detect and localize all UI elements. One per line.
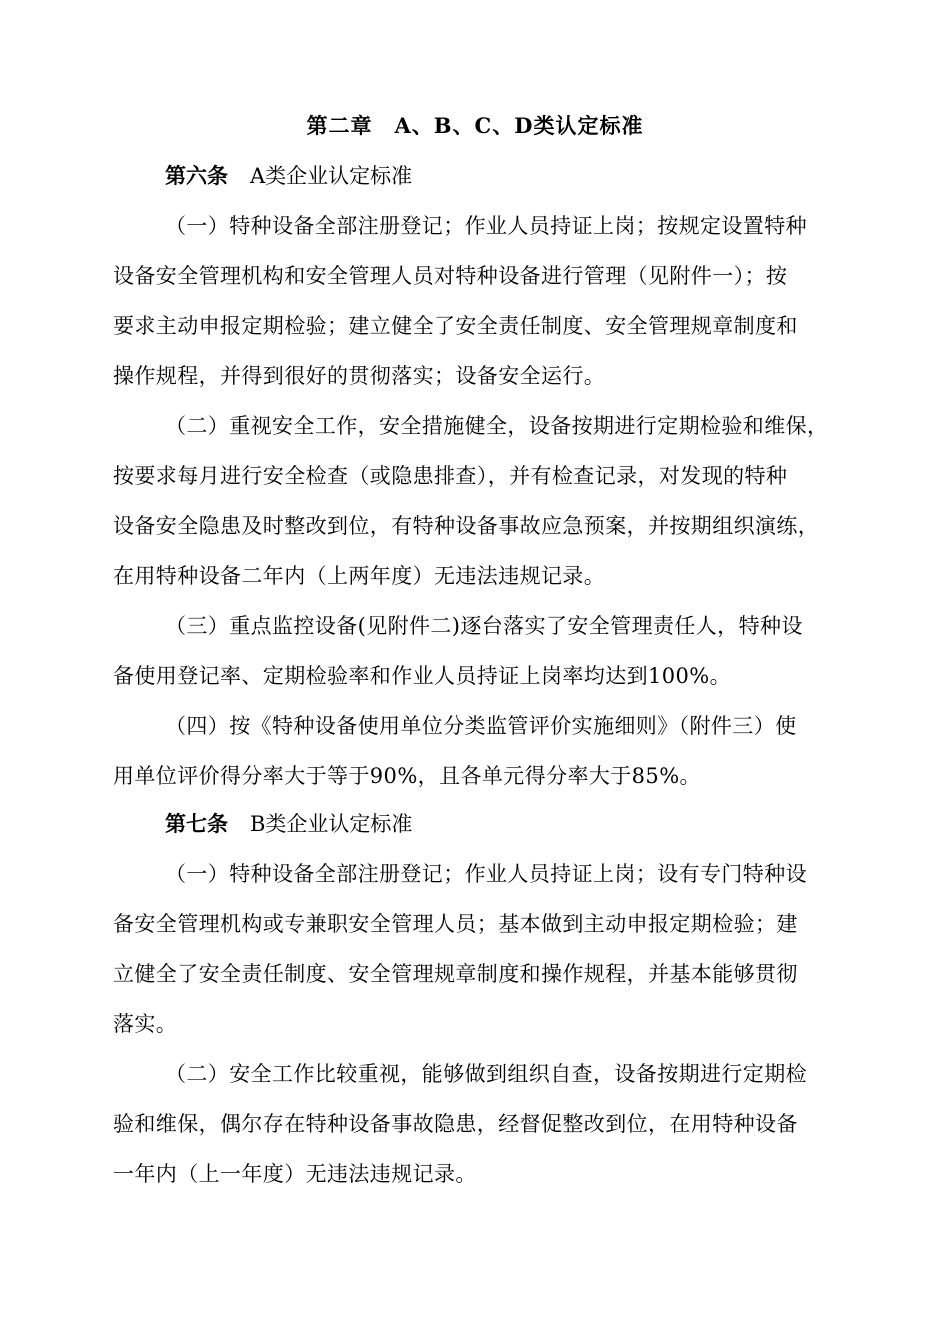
- paragraph-line: （一）特种设备全部注册登记；作业人员持证上岗；设有专门特种设: [165, 862, 807, 886]
- paragraph-line: 一年内（上一年度）无违法违规记录。: [113, 1162, 477, 1186]
- paragraph-line: 落实。: [113, 1012, 178, 1036]
- paragraph-line: 用单位评价得分率大于等于90%，且各单元得分率大于85%。: [113, 764, 701, 788]
- paragraph-line: （二）重视安全工作，安全措施健全，设备按期进行定期检验和维保，: [165, 414, 829, 438]
- paragraph-line: 在用特种设备二年内（上两年度）无违法违规记录。: [113, 564, 606, 588]
- article-6-heading: [165, 160, 412, 192]
- paragraph-line: （二）安全工作比较重视，能够做到组织自查，设备按期进行定期检: [165, 1062, 807, 1086]
- paragraph-line: 立健全了安全责任制度、安全管理规章制度和操作规程，并基本能够贯彻: [113, 962, 798, 986]
- chapter-title: 第二章 A、B、C、D类认定标准: [306, 113, 644, 138]
- paragraph-line: 设备安全管理机构和安全管理人员对特种设备进行管理（见附件一）；按: [113, 264, 788, 288]
- paragraph-line: 按要求每月进行安全检查（或隐患排查），并有检查记录，对发现的特种: [113, 464, 788, 488]
- paragraph-line: 备安全管理机构或专兼职安全管理人员；基本做到主动申报定期检验；建: [113, 912, 798, 936]
- paragraph-line: （三）重点监控设备(见附件二)逐台落实了安全管理责任人，特种设: [165, 614, 803, 638]
- paragraph-line: 操作规程，并得到很好的贯彻落实；设备安全运行。: [113, 364, 606, 388]
- article-number: 第六条: [165, 163, 228, 188]
- paragraph-line: 验和维保，偶尔存在特种设备事故隐患，经督促整改到位，在用特种设备: [113, 1112, 798, 1136]
- paragraph-line: 要求主动申报定期检验；建立健全了安全责任制度、安全管理规章制度和: [113, 314, 798, 338]
- paragraph-line: （四）按《特种设备使用单位分类监管评价实施细则》（附件三）使: [165, 714, 797, 738]
- article-title: A类企业认定标准: [250, 164, 413, 188]
- article-7-heading: [165, 808, 412, 840]
- article-number: 第七条: [165, 811, 228, 836]
- paragraph-line: 设备安全隐患及时整改到位，有特种设备事故应急预案，并按期组织演练，: [113, 514, 820, 538]
- paragraph-line: 备使用登记率、定期检验率和作业人员持证上岗率均达到100%。: [113, 664, 732, 688]
- paragraph-line: （一）特种设备全部注册登记；作业人员持证上岗；按规定设置特种: [165, 214, 807, 238]
- article-title: B类企业认定标准: [250, 812, 413, 836]
